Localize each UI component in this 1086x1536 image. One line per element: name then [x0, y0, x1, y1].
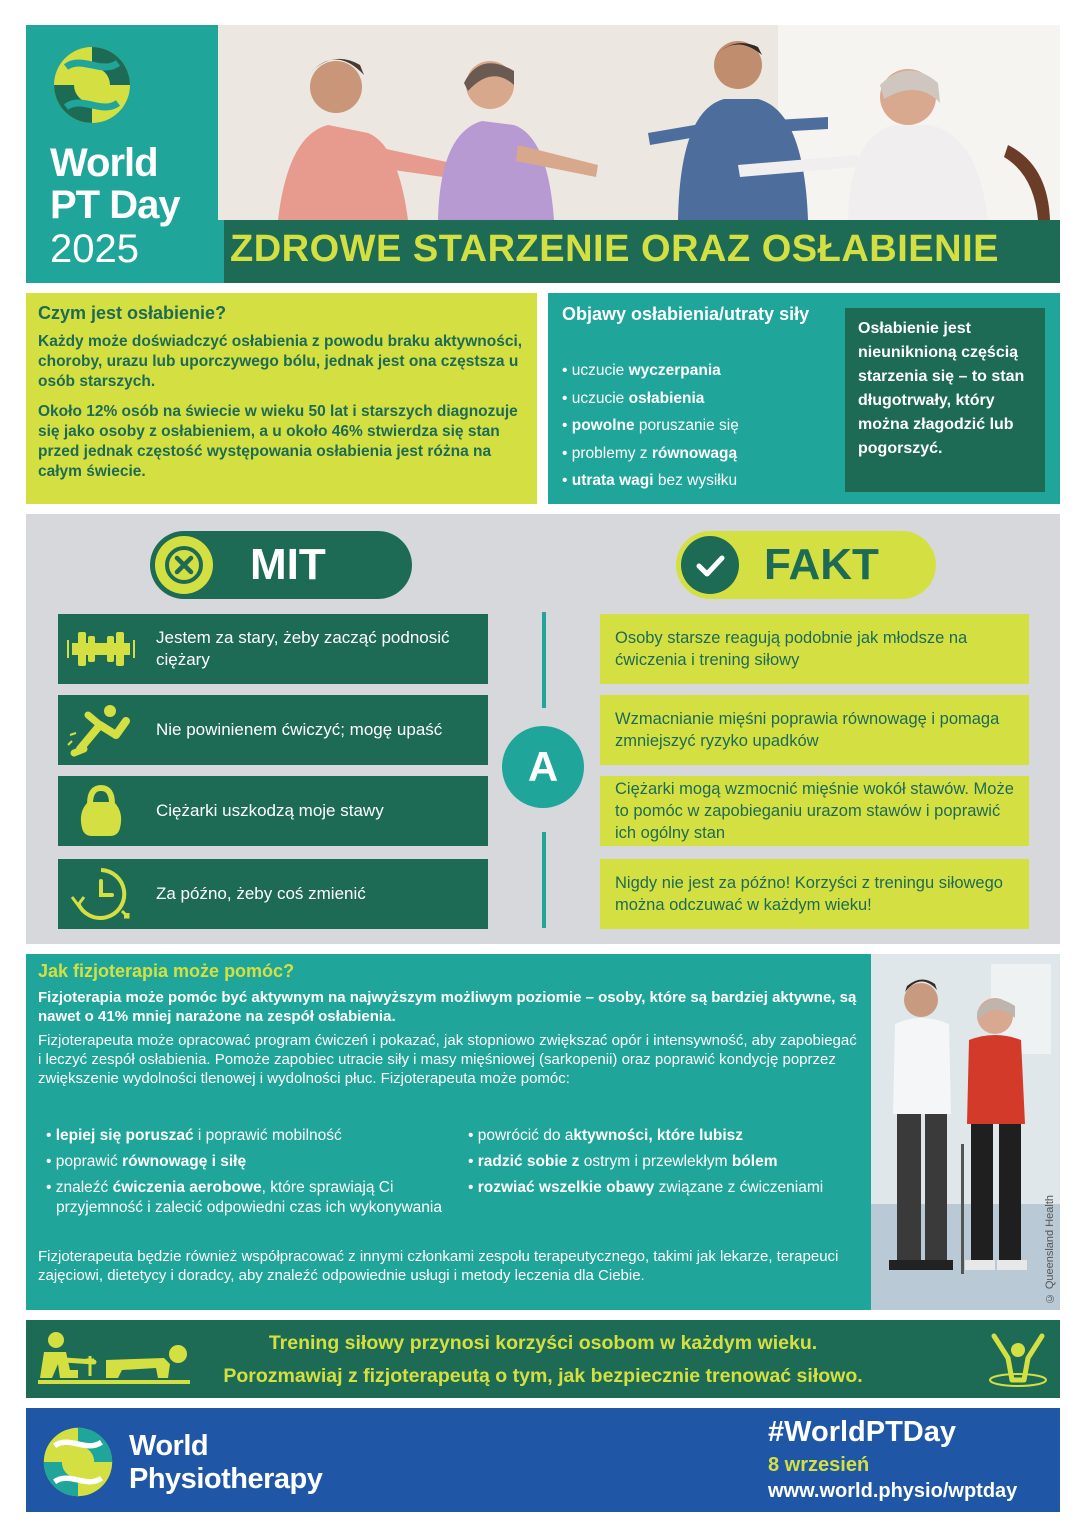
fact-text: Osoby starsze reagują podobnie jak młodsze na ćwiczenia i trening siłowy — [615, 629, 968, 669]
physio-outro: Fizjoterapeuta będzie również współpracować z innymi członkami zespołu terapeutycznego, takimi jak lekarze, terapeuci zajęciowi, dietetycy i doradcy, aby znaleźć odpowiednie usługi i metody leczenia dla Ciebie. — [38, 1248, 839, 1284]
physiotherapy-help-box — [26, 954, 871, 1310]
myth-card — [58, 614, 488, 684]
physio-heading: Jak fizjoterapia może pomóc? — [38, 961, 295, 981]
physio-benefits-right — [464, 1126, 864, 1204]
symptoms-box — [548, 293, 1060, 504]
hashtag: #WorldPTDay — [768, 1416, 957, 1448]
frailty-heading: Czym jest osłabienie? — [38, 303, 227, 323]
world-physiotherapy-logo-icon — [42, 1426, 114, 1498]
myth-text: Jestem za stary, żeby zacząć podnosić ciężary — [156, 628, 450, 669]
myth-text: Ciężarki uszkodzą moje stawy — [156, 801, 384, 820]
frailty-definition-box — [26, 293, 537, 504]
list-item: • rozwiać wszelkie obawy związane z ćwiczeniami — [464, 1178, 864, 1198]
list-item: • uczucie osłabienia — [562, 385, 739, 413]
kettlebell-icon — [66, 782, 136, 840]
fact-label: FAKT — [764, 540, 879, 589]
myth-card — [58, 776, 488, 846]
list-item: • lepiej się poruszać i poprawić mobilność — [42, 1126, 442, 1146]
myth-label: MIT — [250, 540, 326, 589]
symptoms-list — [562, 357, 739, 495]
banner-line-2: Porozmawiaj z fizjoterapeutą o tym, jak bezpiecznie trenować siłowo. — [223, 1365, 863, 1387]
physiotherapist-walking-illustration — [871, 954, 1060, 1310]
frailty-fact-note: Osłabienie jest nieuniknioną częścią starzenia się – to stan długotrwały, który można złagodzić lub pogorszyć. — [845, 308, 1045, 492]
header-photo-seniors-exercising — [218, 25, 1060, 220]
seniors-exercising-illustration — [218, 25, 1060, 220]
world-pt-day-emblem-icon — [52, 45, 132, 125]
myth-text: Za późno, żeby coś zmienić — [156, 884, 366, 903]
website-link[interactable]: www.world.physio/wptday — [768, 1480, 1018, 1502]
person-lifting-icon — [986, 1330, 1050, 1388]
footer-brand-line-1: World — [129, 1430, 209, 1462]
fact-text: Wzmacnianie mięśni poprawia równowagę i pomaga zmniejszyć ryzyko upadków — [615, 710, 1000, 750]
fact-card — [600, 776, 1029, 846]
brand-year: 2025 — [50, 227, 139, 271]
brand-line-2: PT Day — [50, 183, 180, 227]
list-item: • poprawić równowagę i siłę — [42, 1152, 442, 1172]
list-item: • problemy z równowagą — [562, 440, 739, 468]
footer-brand-line-2: Physiotherapy — [129, 1463, 323, 1495]
clock-icon — [66, 865, 136, 923]
list-item: • radzić sobie z ostrym i przewlekłym bólem — [464, 1152, 864, 1172]
page-title: ZDROWE STARZENIE ORAZ OSŁABIENIE — [230, 228, 999, 270]
list-item: • uczucie wyczerpania — [562, 357, 739, 385]
myth-text: Nie powinienem ćwiczyć; mogę upaść — [156, 720, 443, 739]
physio-lead: Fizjoterapia może pomóc być aktywnym na najwyższym możliwym poziomie – osoby, które są bardziej aktywne, są nawet o 41% mniej narażone na zespół osłabienia. — [38, 989, 857, 1025]
fact-header — [676, 531, 936, 599]
myth-card — [58, 859, 488, 929]
fact-card — [600, 695, 1029, 765]
fact-card — [600, 614, 1029, 684]
footer — [26, 1408, 1060, 1512]
checkmark-icon — [681, 536, 739, 594]
myth-card — [58, 695, 488, 765]
frailty-paragraph-1: Każdy może doświadczyć osłabienia z powodu braku aktywności, choroby, urazu lub uporczywego bólu, jednak jest ona częstsza u osób starszych. — [38, 333, 523, 390]
myth-header — [150, 531, 412, 599]
fact-card — [600, 859, 1029, 929]
event-date: 8 wrzesień — [768, 1454, 870, 1476]
physio-body: Fizjoterapeuta może opracować program ćwiczeń i pokazać, jak stopniowo zwiększać opór i intensywność, aby zapobiegać i leczyć zespół osłabienia. Pomoże zapobiec utracie siły i masy mięśniowej (sarkopenii) oraz poprawić kondycję poprzez zwiększenie wydolności tlenowej i wydolności płuc. Fizjoterapeuta może pomóc: — [38, 1032, 857, 1087]
dumbbell-icon — [66, 620, 136, 678]
physio-benefits-left — [42, 1126, 442, 1224]
banner-line-1: Trening siłowy przynosi korzyści osobom w każdym wieku. — [268, 1332, 818, 1354]
physio-photo-walking-assistance — [871, 954, 1060, 1310]
cross-icon — [155, 536, 213, 594]
list-item: • powrócić do aktywności, które lubisz — [464, 1126, 864, 1146]
header-title-bar — [218, 220, 1060, 283]
fact-text: Ciężarki mogą wzmocnić mięśnie wokół stawów. Może to pomóc w zapobieganiu urazom stawów i poprawić ich ogólny stan — [615, 780, 1014, 842]
brand-line-1: World — [50, 141, 158, 185]
list-item: • znaleźć ćwiczenia aerobowe, które sprawiają Ci przyjemność i zalecić odpowiedni czas ich wykonywania — [42, 1178, 442, 1218]
list-item: • powolne poruszanie się — [562, 412, 739, 440]
photo-credit: © Queensland Health — [1044, 1194, 1056, 1304]
divider-line — [542, 832, 546, 928]
falling-person-icon — [66, 701, 136, 759]
world-pt-day-logo — [26, 25, 218, 283]
answer-circle: A — [502, 726, 584, 808]
frailty-paragraph-2: Około 12% osób na świecie w wieku 50 lat i starszych diagnozuje się jako osoby z osłabieniem, a u około 46% stwierdza się stan przed jednak częstość występowania osłabienia jest różna na całym świecie. — [38, 403, 518, 480]
fact-text: Nigdy nie jest za późno! Korzyści z treningu siłowego można odczuwać w każdym wieku! — [615, 874, 1003, 914]
symptoms-heading: Objawy osłabienia/utraty siły — [562, 304, 810, 324]
divider-line — [542, 612, 546, 708]
myth-fact-panel — [26, 514, 1060, 944]
list-item: • utrata wagi bez wysiłku — [562, 467, 739, 495]
strength-training-banner — [26, 1320, 1060, 1398]
